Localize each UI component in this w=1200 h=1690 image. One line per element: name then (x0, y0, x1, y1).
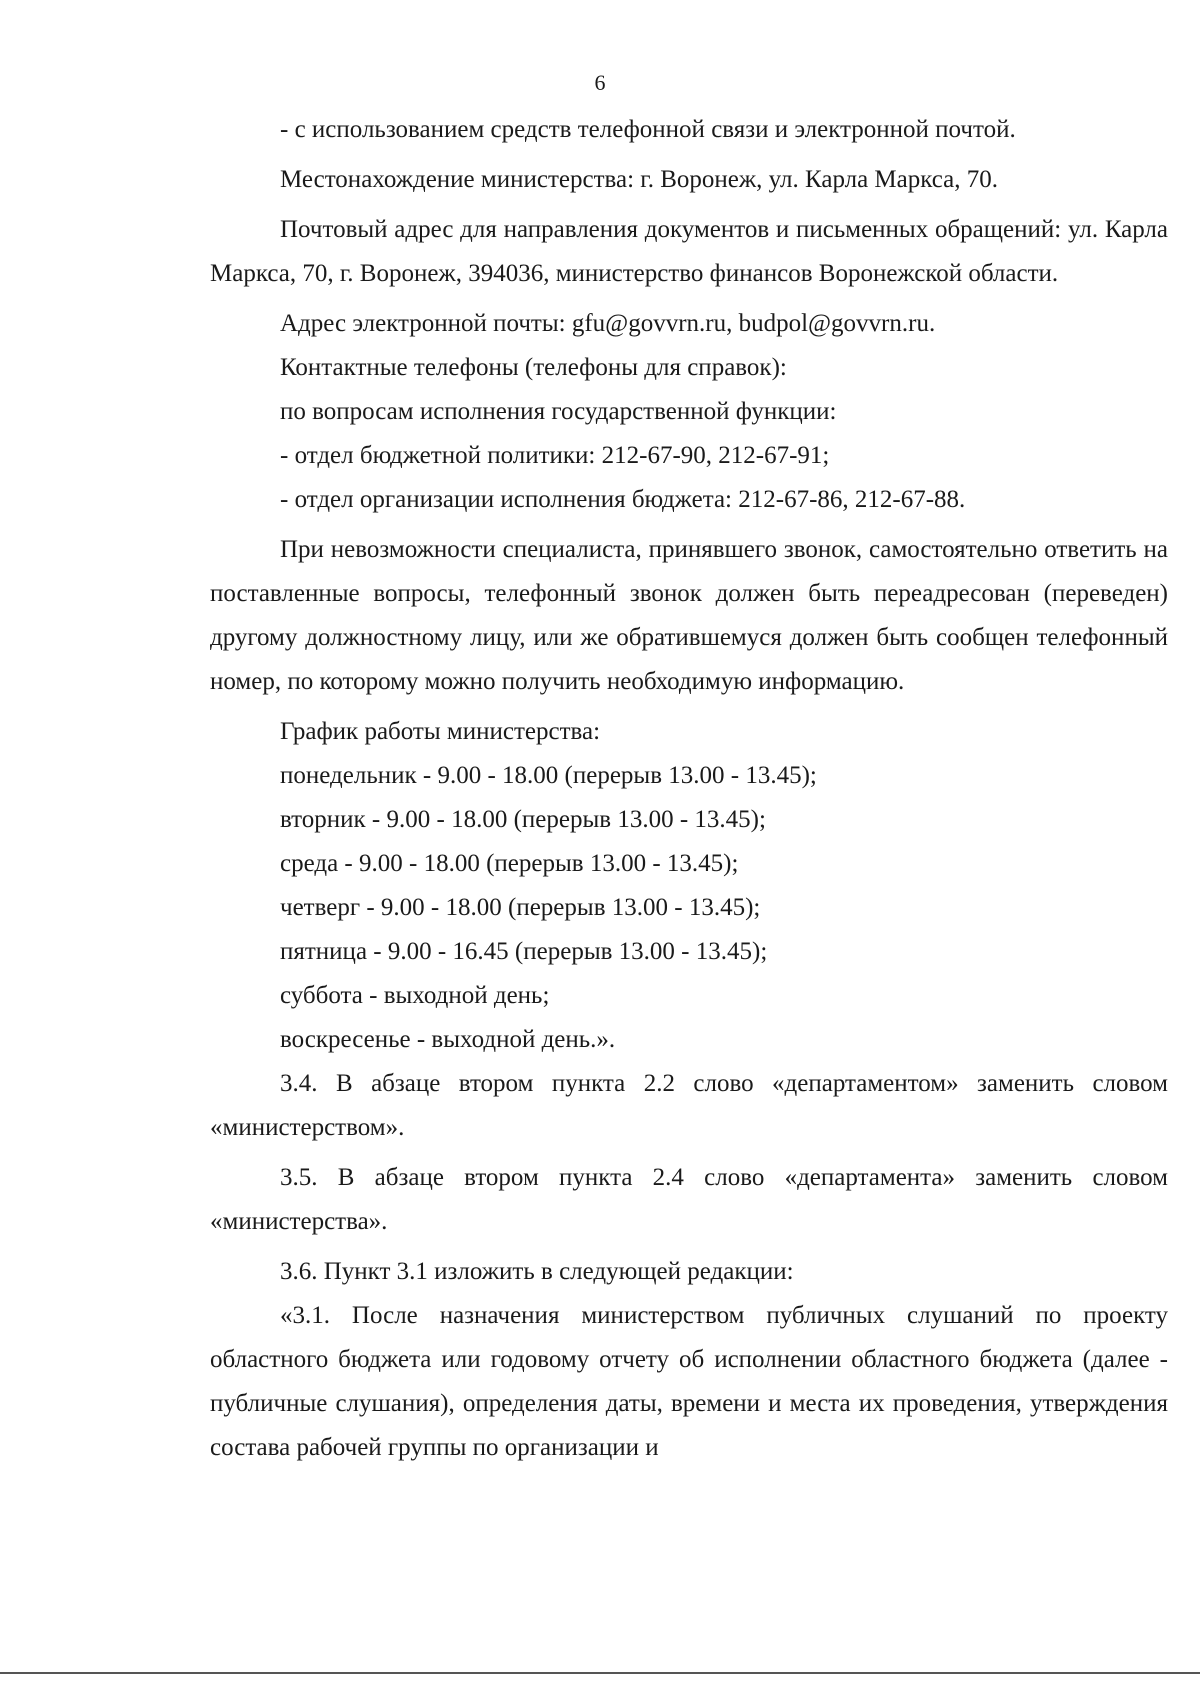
line-budget-execution-dept: - отдел организации исполнения бюджета: 212-67-86, 212-67-88. (280, 486, 966, 513)
line-schedule-thursday: четверг - 9.00 - 18.00 (перерыв 13.00 - 13.45); (280, 894, 761, 921)
paragraph-item-3-5: 3.5. В абзаце втором пункта 2.4 слово «департамента» заменить словом «министерства». (210, 1164, 1168, 1235)
line-budget-policy-dept: - отдел бюджетной политики: 212-67-90, 212-67-91; (280, 442, 830, 469)
line-schedule-wednesday: среда - 9.00 - 18.00 (перерыв 13.00 - 13.45); (280, 850, 739, 877)
paragraph-postal-address: Почтовый адрес для направления документов и письменных обращений: ул. Карла Маркса, 70, г. Воронеж, 394036, министерство финансов Воронежской области. (210, 216, 1168, 287)
line-schedule-friday: пятница - 9.00 - 16.45 (перерыв 13.00 - 13.45); (280, 938, 768, 965)
line-schedule-monday: понедельник - 9.00 - 18.00 (перерыв 13.00 - 13.45); (280, 762, 817, 789)
paragraph-item-3-4: 3.4. В абзаце втором пункта 2.2 слово «департаментом» заменить словом «министерством». (210, 1070, 1168, 1141)
page-number: 6 (594, 70, 606, 95)
line-contact-phones: Контактные телефоны (телефоны для справок): (280, 354, 787, 381)
line-item-3-6: 3.6. Пункт 3.1 изложить в следующей редакции: (280, 1258, 794, 1285)
line-schedule-heading: График работы министерства: (280, 718, 601, 745)
line-email-address: Адрес электронной почты: gfu@govvrn.ru, budpol@govvrn.ru. (280, 310, 936, 337)
document-body (210, 108, 1168, 1470)
line-schedule-tuesday: вторник - 9.00 - 18.00 (перерыв 13.00 - 13.45); (280, 806, 766, 833)
line-ministry-location: Местонахождение министерства: г. Воронеж, ул. Карла Маркса, 70. (280, 166, 999, 193)
line-function-questions: по вопросам исполнения государственной функции: (280, 398, 837, 425)
page-bottom-rule (0, 1672, 1200, 1674)
line-schedule-saturday: суббота - выходной день; (280, 982, 550, 1009)
line-communication-means: - с использованием средств телефонной связи и электронной почтой. (280, 116, 1016, 143)
line-schedule-sunday: воскресенье - выходной день.». (280, 1026, 616, 1053)
paragraph-item-3-1-quote: «3.1. После назначения министерством публичных слушаний по проекту областного бюджета или годовому отчету об исполнении областного бюджета (далее - публичные слушания), определения даты, времени и места их проведения, утверждения состава рабочей группы по организации и (210, 1302, 1168, 1461)
paragraph-call-redirect: При невозможности специалиста, принявшего звонок, самостоятельно ответить на поставленные вопросы, телефонный звонок должен быть переадресован (переведен) другому должностному лицу, или же обратившемуся должен быть сообщен телефонный номер, по которому можно получить необходимую информацию. (210, 536, 1168, 695)
